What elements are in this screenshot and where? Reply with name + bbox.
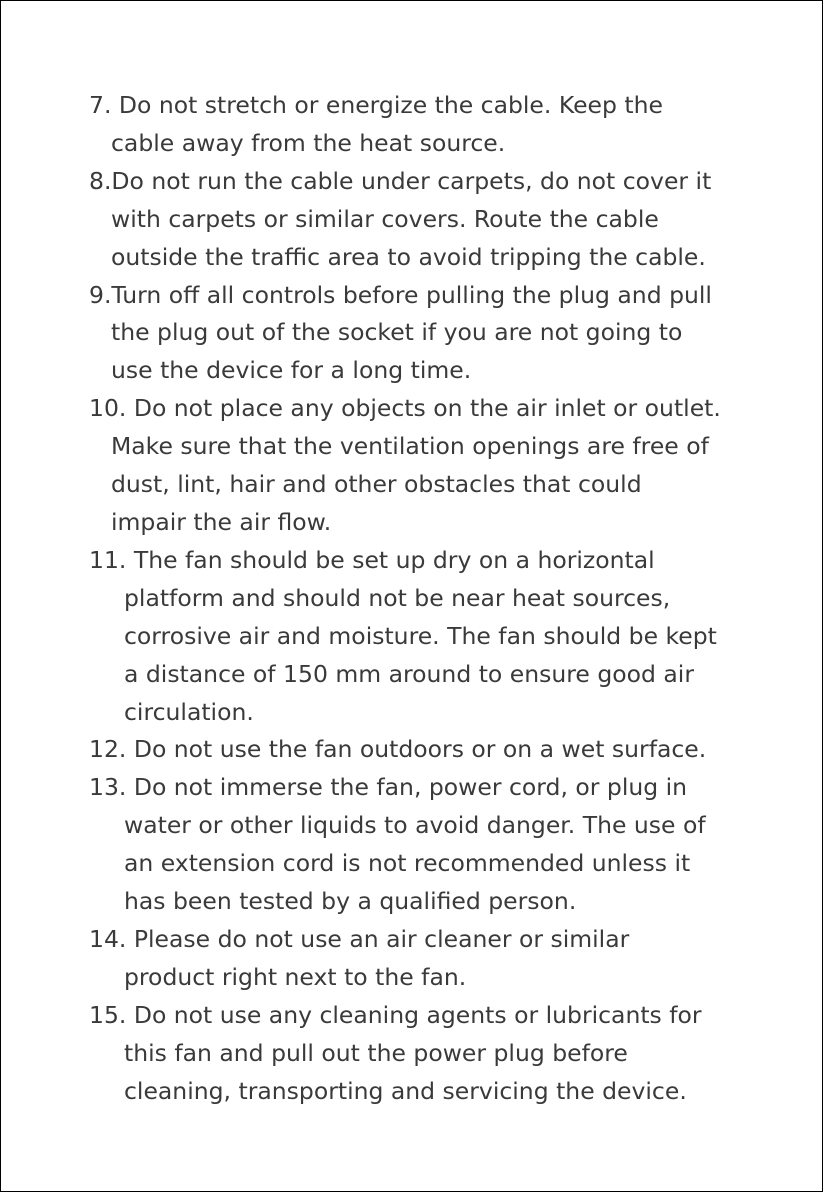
instruction-first-line: 8.Do not run the cable under carpets, do not cover it <box>89 166 712 195</box>
instruction-item <box>89 390 789 542</box>
instruction-continuation-line: dust, lint, hair and other obstacles that could <box>111 470 642 499</box>
instruction-first-line: 9.Turn off all controls before pulling the plug and pull <box>89 280 712 309</box>
instruction-continuation-line: a distance of 150 mm around to ensure good air <box>124 659 694 688</box>
instruction-first-line: 15. Do not use any cleaning agents or lubricants for <box>89 1000 702 1029</box>
instruction-item <box>89 277 789 391</box>
instruction-first-line: 14. Please do not use an air cleaner or similar <box>89 924 630 953</box>
instruction-continuation-line: platform and should not be near heat sources, <box>124 583 671 612</box>
instruction-first-line: 7. Do not stretch or energize the cable. Keep the <box>89 91 663 119</box>
instruction-item <box>89 997 789 1111</box>
instruction-item <box>89 769 789 921</box>
instruction-continuation-line: water or other liquids to avoid danger. The use of <box>124 811 706 840</box>
instruction-continuation-line: this fan and pull out the power plug before <box>124 1038 628 1067</box>
instruction-continuation-line: cleaning, transporting and servicing the device. <box>124 1076 687 1105</box>
instruction-first-line: 12. Do not use the fan outdoors or on a wet surface. <box>89 735 707 764</box>
instruction-continuation-line: circulation. <box>124 697 254 726</box>
instruction-continuation-line: outside the traffic area to avoid tripping the cable. <box>111 242 706 271</box>
instruction-continuation-line: product right next to the fan. <box>124 962 467 991</box>
instruction-continuation-line: the plug out of the socket if you are not going to <box>111 318 683 347</box>
instruction-continuation-line: use the device for a long time. <box>111 356 472 385</box>
instruction-continuation-line: Make sure that the ventilation openings are free of <box>111 432 709 461</box>
instruction-first-line: 13. Do not immerse the fan, power cord, or plug in <box>89 773 688 802</box>
instruction-item <box>89 87 789 163</box>
instruction-continuation-line: corrosive air and moisture. The fan should be kept <box>124 621 717 650</box>
instruction-continuation-line: an extension cord is not recommended unless it <box>124 849 691 878</box>
instruction-item <box>89 163 789 277</box>
instruction-first-line: 11. The fan should be set up dry on a horizontal <box>89 545 655 574</box>
instruction-item <box>89 731 789 769</box>
instruction-continuation-line: has been tested by a qualified person. <box>124 887 577 916</box>
safety-instructions-list <box>89 87 789 1110</box>
instruction-first-line: 10. Do not place any objects on the air inlet or outlet. <box>89 394 721 423</box>
instruction-item <box>89 542 789 732</box>
instruction-continuation-line: impair the air flow. <box>111 507 332 536</box>
instruction-continuation-line: cable away from the heat source. <box>111 128 506 157</box>
instruction-item <box>89 921 789 997</box>
instruction-continuation-line: with carpets or similar covers. Route the cable <box>111 204 659 233</box>
